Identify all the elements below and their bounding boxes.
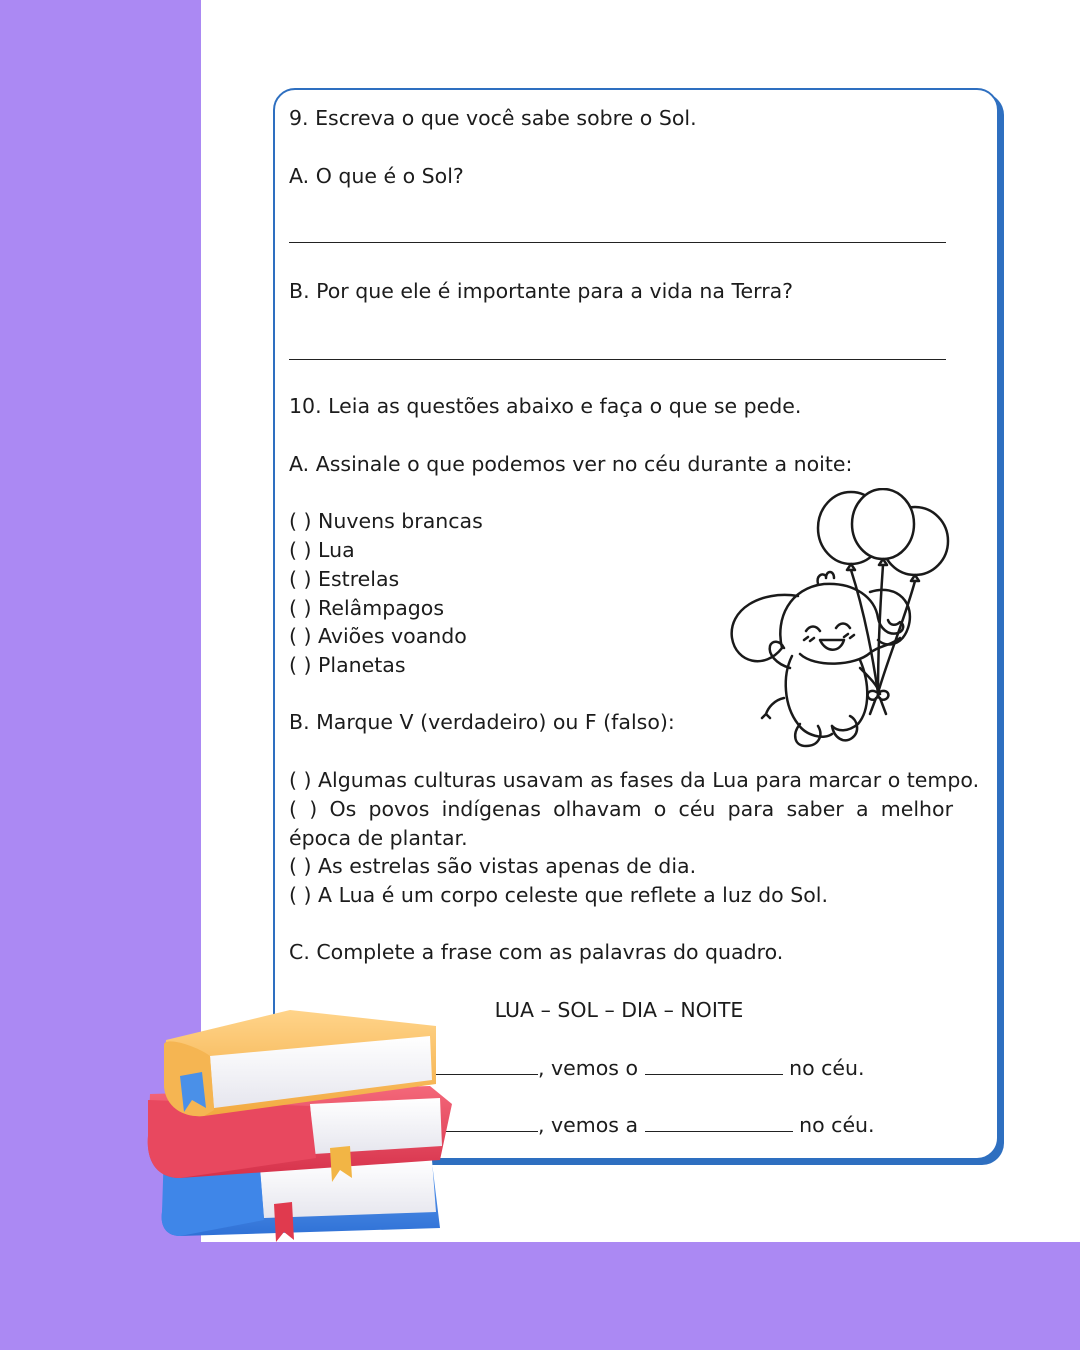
q10-a-option[interactable]: ( ) Estrelas <box>289 567 400 591</box>
q9-a-answer-line[interactable] <box>289 242 946 243</box>
q10-b-item[interactable]: ( ) A Lua é um corpo celeste que reflete a luz do Sol. <box>289 883 828 907</box>
fill-sentence-1: , vemos o no céu. <box>436 1054 865 1083</box>
q9-title: 9. Escreva o que você sabe sobre o Sol. <box>289 106 697 130</box>
q10-a-option[interactable]: ( ) Aviões voando <box>289 624 467 648</box>
q10-title: 10. Leia as questões abaixo e faça o que se pede. <box>289 394 802 418</box>
q10-a-option[interactable]: ( ) Relâmpagos <box>289 596 445 620</box>
q10-a-option[interactable]: ( ) Planetas <box>289 653 406 677</box>
word-box: LUA – SOL – DIA – NOITE <box>494 998 744 1022</box>
q10-b-item[interactable]: ( ) Algumas culturas usavam as fases da Lua para marcar o tempo. <box>289 768 980 792</box>
q10-a-option[interactable]: ( ) Nuvens brancas <box>289 509 483 533</box>
q9-a-question: A. O que é o Sol? <box>289 164 464 188</box>
q10-a-option[interactable]: ( ) Lua <box>289 538 355 562</box>
q10-b-item[interactable]: ( ) As estrelas são vistas apenas de dia. <box>289 854 697 878</box>
blank-2b[interactable] <box>645 1111 793 1132</box>
fill-sentence-2: , vemos a no céu. <box>436 1111 875 1140</box>
q10-a-title: A. Assinale o que podemos ver no céu durante a noite: <box>289 452 853 476</box>
book-stack-illustration <box>140 1000 470 1250</box>
blank-1b[interactable] <box>645 1054 783 1075</box>
q9-b-question: B. Por que ele é importante para a vida na Terra? <box>289 279 794 303</box>
q9-b-answer-line[interactable] <box>289 359 946 360</box>
q10-c-title: C. Complete a frase com as palavras do quadro. <box>289 940 784 964</box>
elephant-with-balloons-illustration <box>720 488 960 758</box>
q10-b-title: B. Marque V (verdadeiro) ou F (falso): <box>289 710 675 734</box>
q10-b-item[interactable]: ( ) Os povos indígenas olhavam o céu para saber a melhor época de plantar. <box>289 797 953 850</box>
